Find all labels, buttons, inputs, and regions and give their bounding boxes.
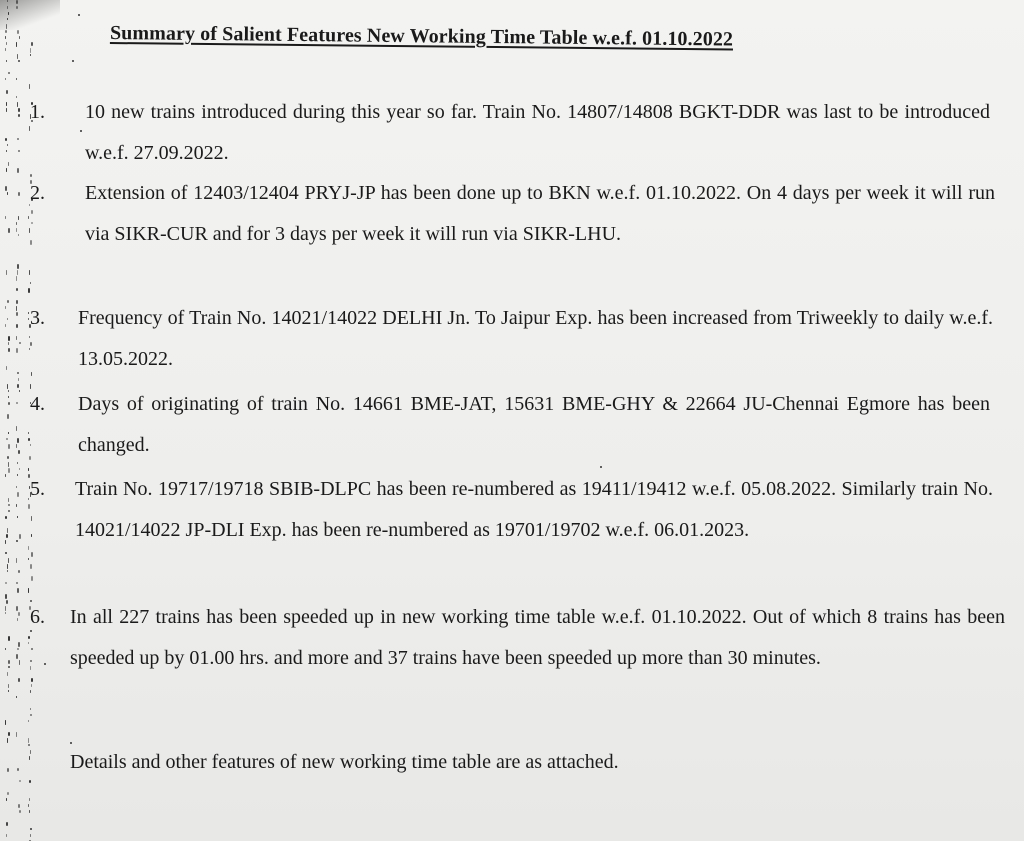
perforation-mark xyxy=(7,18,8,20)
perforation-mark xyxy=(6,534,8,538)
perforation-mark xyxy=(6,60,7,62)
perforation-mark xyxy=(5,552,7,554)
perforation-mark xyxy=(7,768,9,772)
perforation-mark xyxy=(31,678,33,682)
item-number: 2. xyxy=(30,182,45,204)
perforation-mark xyxy=(19,660,20,665)
perforation-mark xyxy=(30,54,31,56)
perforation-mark xyxy=(7,792,9,795)
item-text: Days of originating of train No. 14661 BME-JAT, 15631 BME-GHY & 22664 JU-Chennai Egmore has been changed. xyxy=(78,393,990,456)
perforation-mark xyxy=(29,270,30,275)
perforation-mark xyxy=(19,390,20,392)
perforation-mark xyxy=(19,534,21,539)
perforation-mark xyxy=(16,486,17,488)
perforation-mark xyxy=(17,462,18,464)
perforation-mark xyxy=(7,318,8,320)
perforation-mark xyxy=(31,552,33,557)
perforation-mark xyxy=(16,402,18,404)
perforation-mark xyxy=(16,300,18,304)
perforation-mark xyxy=(7,6,8,9)
perforation-mark xyxy=(16,276,17,281)
perforation-mark xyxy=(6,438,8,440)
perforation-mark xyxy=(17,54,18,59)
perforation-mark xyxy=(31,648,33,650)
perforation-mark xyxy=(17,264,19,269)
perforation-mark xyxy=(7,564,8,569)
perforation-mark xyxy=(16,654,18,659)
perforation-mark xyxy=(30,282,31,284)
perforation-mark xyxy=(19,468,20,470)
perforation-mark xyxy=(18,114,20,117)
perforation-mark xyxy=(31,372,32,376)
perforation-mark xyxy=(30,834,31,837)
perforation-mark xyxy=(6,798,7,801)
perforation-mark xyxy=(17,588,19,593)
perforation-mark xyxy=(16,324,18,328)
item-number: 4. xyxy=(30,393,45,415)
perforation-mark xyxy=(28,558,29,560)
perforation-mark xyxy=(5,138,7,141)
perforation-mark xyxy=(30,48,31,53)
perforation-mark xyxy=(8,690,9,692)
perforation-mark xyxy=(5,516,7,519)
item-number: 5. xyxy=(30,478,45,500)
perforation-mark xyxy=(18,804,20,808)
perforation-mark xyxy=(6,90,8,94)
perforation-mark xyxy=(18,450,20,454)
scan-speck xyxy=(44,663,46,665)
scan-speck xyxy=(70,742,72,744)
perforation-mark xyxy=(5,48,6,51)
perforation-mark xyxy=(17,30,19,34)
scan-speck xyxy=(600,466,602,468)
perforation-mark xyxy=(7,456,9,459)
perforation-mark xyxy=(28,432,29,434)
perforation-mark xyxy=(28,438,30,441)
perforation-mark xyxy=(30,714,32,716)
perforation-mark xyxy=(30,708,31,710)
perforation-mark xyxy=(29,84,30,89)
perforation-mark xyxy=(8,510,10,512)
perforation-mark xyxy=(28,468,29,471)
perforation-mark xyxy=(6,42,7,45)
perforation-mark xyxy=(6,108,7,112)
perforation-mark xyxy=(5,612,6,614)
perforation-mark xyxy=(5,324,6,327)
perforation-mark xyxy=(16,78,17,80)
perforation-mark xyxy=(16,540,18,542)
perforation-mark xyxy=(28,744,30,746)
perforation-mark xyxy=(28,216,29,219)
item-number: 6. xyxy=(30,606,45,628)
perforation-mark xyxy=(7,738,8,743)
perforation-mark xyxy=(19,36,20,39)
document-title: Summary of Salient Features New Working Time Table w.e.f. 01.10.2022 xyxy=(109,22,734,51)
perforation-mark xyxy=(7,144,8,146)
perforation-mark xyxy=(17,438,19,443)
perforation-mark xyxy=(31,684,32,687)
perforation-mark xyxy=(8,12,9,15)
perforation-mark xyxy=(17,384,19,388)
perforation-mark xyxy=(8,348,10,352)
perforation-mark xyxy=(7,384,8,389)
perforation-mark xyxy=(8,504,10,506)
perforation-mark xyxy=(5,186,7,191)
perforation-mark xyxy=(18,678,20,682)
perforation-mark xyxy=(5,306,6,309)
perforation-mark xyxy=(31,222,33,224)
perforation-mark xyxy=(8,342,9,345)
perforation-mark xyxy=(17,372,19,374)
perforation-mark xyxy=(30,444,31,446)
perforation-mark xyxy=(5,474,6,477)
item-number: 3. xyxy=(30,307,45,329)
perforation-mark xyxy=(30,240,32,245)
perforation-mark xyxy=(31,576,33,581)
perforation-mark xyxy=(8,468,10,473)
perforation-mark xyxy=(16,0,18,4)
perforation-mark xyxy=(17,492,19,497)
perforation-mark xyxy=(8,336,10,341)
perforation-mark xyxy=(18,570,20,573)
scan-speck xyxy=(72,60,74,62)
perforation-mark xyxy=(16,6,18,9)
perforation-mark xyxy=(18,108,20,112)
perforation-mark xyxy=(6,834,7,837)
perforation-mark xyxy=(8,162,9,166)
perforation-mark xyxy=(30,564,32,569)
perforation-mark xyxy=(28,738,29,743)
perforation-mark xyxy=(30,828,32,830)
perforation-mark xyxy=(16,558,17,563)
perforation-mark xyxy=(16,312,18,316)
perforation-mark xyxy=(8,228,10,233)
perforation-mark xyxy=(16,96,17,98)
perforation-mark xyxy=(31,516,32,521)
perforation-mark xyxy=(29,756,30,760)
perforation-mark xyxy=(18,150,20,152)
perforation-mark xyxy=(5,216,6,219)
perforation-mark xyxy=(19,342,21,344)
perforation-mark xyxy=(6,102,7,106)
perforation-mark xyxy=(28,318,29,320)
perforation-mark xyxy=(6,270,7,275)
perforation-mark xyxy=(29,780,31,783)
perforation-mark xyxy=(17,648,19,650)
perforation-mark xyxy=(29,798,30,801)
perforation-mark xyxy=(6,600,8,604)
perforation-mark xyxy=(5,594,7,599)
perforation-mark xyxy=(6,150,7,152)
item-text: Train No. 19717/19718 SBIB-DLPC has been re-numbered as 19411/19412 w.e.f. 05.08.2022. Similarly train No. 14021/14022 JP-DLI Exp. has been re-numbered as 19701/19702 w.e.f. 06.01.2023. xyxy=(75,478,993,541)
perforation-mark xyxy=(17,168,19,173)
perforation-mark xyxy=(29,348,30,350)
perforation-mark xyxy=(28,288,30,293)
perforation-mark xyxy=(29,228,30,233)
perforation-mark xyxy=(19,780,21,782)
perforation-mark xyxy=(7,300,9,303)
perforation-mark xyxy=(18,60,20,62)
perforation-mark xyxy=(17,768,19,771)
item-text: Extension of 12403/12404 PRYJ-JP has been done up to BKN w.e.f. 01.10.2022. On 4 days per week it will run via SIKR-CUR and for 3 days per week it will run via SIKR-LHU. xyxy=(85,182,995,245)
perforation-mark xyxy=(16,336,17,340)
perforation-mark xyxy=(29,456,31,460)
perforation-mark xyxy=(5,648,6,650)
item-number: 1. xyxy=(30,101,45,123)
perforation-mark xyxy=(8,558,9,563)
perforation-mark xyxy=(6,822,8,826)
perforation-mark xyxy=(6,168,7,172)
perforation-mark xyxy=(16,228,17,232)
perforation-mark xyxy=(16,306,17,311)
perforation-mark xyxy=(5,582,7,584)
perforation-mark xyxy=(5,540,6,544)
perforation-mark xyxy=(18,378,19,381)
perforation-mark xyxy=(28,498,29,500)
perforation-mark xyxy=(31,42,33,46)
perforation-mark xyxy=(16,504,17,507)
perforation-mark xyxy=(17,270,18,275)
perforation-mark xyxy=(6,24,7,29)
perforation-mark xyxy=(17,516,18,518)
perforation-mark xyxy=(16,444,17,448)
perforation-mark xyxy=(30,690,31,693)
perforation-mark xyxy=(18,216,19,220)
perforation-mark xyxy=(17,618,18,621)
perforation-mark xyxy=(28,720,29,722)
perforation-mark xyxy=(16,222,17,225)
perforation-mark xyxy=(6,366,7,370)
perforation-mark xyxy=(18,642,20,647)
perforation-mark xyxy=(16,696,17,698)
perforation-mark xyxy=(8,732,10,736)
perforation-mark xyxy=(30,342,32,346)
perforation-mark xyxy=(8,684,9,688)
perforation-mark xyxy=(8,462,9,467)
perforation-mark xyxy=(28,642,29,644)
perforation-mark xyxy=(17,102,18,107)
perforation-mark xyxy=(16,42,17,47)
perforation-mark xyxy=(28,312,29,314)
perforation-mark xyxy=(18,234,19,236)
perforation-mark xyxy=(8,498,9,502)
item-text: Frequency of Train No. 14021/14022 DELHI Jn. To Jaipur Exp. has been increased from Triweekly to daily w.e.f. 13.05.2022. xyxy=(78,307,993,370)
closing-note: Details and other features of new working time table are as attached. xyxy=(70,751,619,773)
perforation-mark xyxy=(8,390,9,392)
perforation-mark xyxy=(16,348,18,353)
perforation-mark xyxy=(5,720,6,725)
perforation-mark xyxy=(8,396,9,398)
perforation-mark xyxy=(16,288,18,291)
perforation-mark xyxy=(31,534,32,537)
perforation-mark xyxy=(16,582,18,584)
perforation-mark xyxy=(8,444,10,449)
scan-speck xyxy=(78,14,80,16)
perforation-mark xyxy=(30,750,31,754)
perforation-mark xyxy=(7,570,8,572)
perforation-mark xyxy=(5,30,7,33)
perforation-mark xyxy=(7,672,8,676)
perforation-mark xyxy=(7,192,8,195)
perforation-mark xyxy=(30,666,31,670)
perforation-mark xyxy=(5,36,6,39)
perforation-mark xyxy=(8,660,10,664)
perforation-mark xyxy=(5,606,6,611)
item-text: 10 new trains introduced during this year so far. Train No. 14807/14808 BGKT-DDR was last to be introduced w.e.f. 27.09.2022. xyxy=(85,101,990,164)
perforation-mark xyxy=(17,474,18,476)
perforation-mark xyxy=(16,732,17,737)
perforation-mark xyxy=(30,660,32,662)
perforation-mark xyxy=(16,606,18,611)
perforation-mark xyxy=(16,426,17,431)
perforation-mark xyxy=(18,192,20,196)
perforation-mark xyxy=(29,810,30,813)
perforation-mark xyxy=(7,0,8,2)
perforation-mark xyxy=(8,402,10,405)
perforation-mark xyxy=(28,804,29,807)
perforation-mark xyxy=(5,78,6,80)
perforation-mark xyxy=(7,414,9,419)
perforation-mark xyxy=(8,432,9,434)
perforation-mark xyxy=(8,72,10,74)
perforation-mark xyxy=(18,612,20,616)
perforation-mark xyxy=(8,636,10,641)
perforation-mark xyxy=(19,810,21,813)
perforation-mark xyxy=(17,138,19,140)
perforation-mark xyxy=(28,546,29,550)
item-text: In all 227 trains has been speeded up in new working time table w.e.f. 01.10.2022. Out of which 8 trains has been speeded up by 01.00 hrs. and more and 37 trains have been speeded up more than 30 minutes. xyxy=(70,606,1005,669)
perforation-mark xyxy=(8,666,10,668)
scan-speck xyxy=(80,130,82,132)
perforation-mark xyxy=(7,528,8,533)
perforation-mark xyxy=(28,588,29,593)
